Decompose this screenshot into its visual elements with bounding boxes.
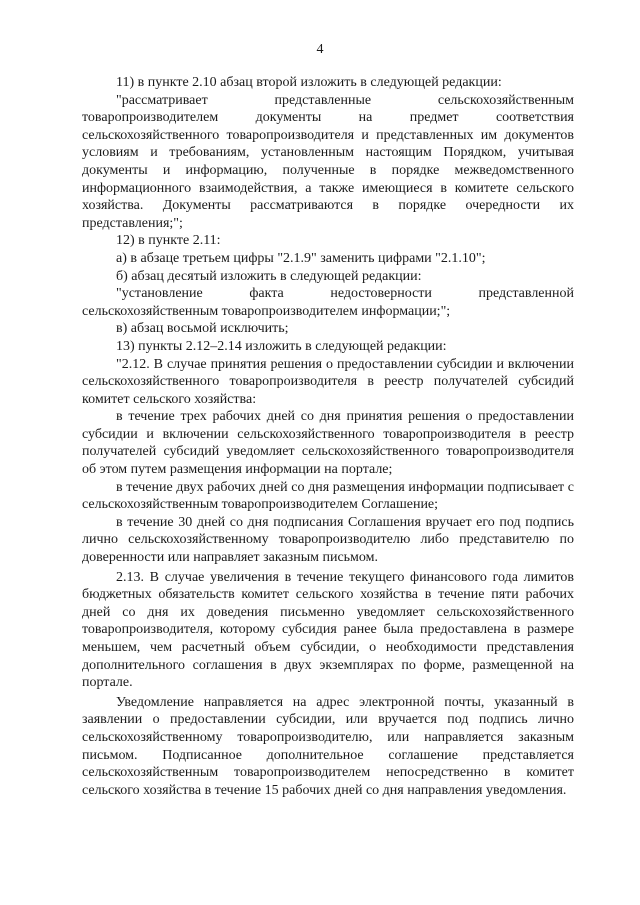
paragraph-clause-2-12-c: в течение 30 дней со дня подписания Соглашения вручает его под подпись лично сельскохозяйственному товаропроизводителю либо представителю по доверенности или направляет заказным письмом. <box>82 514 574 566</box>
paragraph-quote-2-10: "рассматривает представленные сельскохозяйственным товаропроизводителем документы на предмет соответствия сельскохозяйственного товаропроизводителя и представленных им документов условиям и требованиям, установленным настоящим Порядком, учитывая документы и информацию, полученные в порядке межведомственного информационного взаимодействия, а также имеющиеся в комитете сельского хозяйства. Документы рассматриваются в порядке очередности их представления;"; <box>82 92 574 231</box>
page-number: 4 <box>316 42 324 57</box>
paragraph-clause-2-12-b: в течение двух рабочих дней со дня размещения информации подписывает с сельскохозяйственным товаропроизводителем Соглашение; <box>82 479 574 513</box>
paragraph-item-12a: а) в абзаце третьем цифры "2.1.9" заменить цифрами "2.1.10"; <box>116 250 486 266</box>
paragraph-notification: Уведомление направляется на адрес электронной почты, указанный в заявлении о предоставлении субсидии, или вручается под подпись лично сельскохозяйственному товаропроизводителю, или направляется заказным письмом. Подписанное дополнительное соглашение представляется сельскохозяйственным товаропроизводителем непосредственно в комитет сельского хозяйства в течение 15 рабочих дней со дня направления уведомления. <box>82 694 574 798</box>
paragraph-clause-2-12: "2.12. В случае принятия решения о предоставлении субсидии и включении сельскохозяйственного товаропроизводителя в реестр получателей субсидий комитет сельского хозяйства: <box>82 356 574 407</box>
paragraph-clause-2-12-a: в течение трех рабочих дней со дня принятия решения о предоставлении субсидии и включении сельскохозяйственного товаропроизводителя в реестр получателей субсидий уведомляет сельскохозяйственного товаропроизводителя об этом путем размещения информации на портале; <box>82 409 574 478</box>
paragraph-item-12: 12) в пункте 2.11: <box>116 233 221 249</box>
paragraph-quote-12b: "установление факта недостоверности представленной сельскохозяйственным товаропроизводителем информации;"; <box>82 286 574 319</box>
paragraph-item-11: 11) в пункте 2.10 абзац второй изложить в следующей редакции: <box>116 75 502 90</box>
paragraph-item-12b: б) абзац десятый изложить в следующей редакции: <box>116 268 422 284</box>
paragraph-clause-2-13: 2.13. В случае увеличения в течение текущего финансового года лимитов бюджетных обязательств комитет сельского хозяйства в течение пяти рабочих дней со дня их доведения письменно уведомляет сельскохозяйственного товаропроизводителя, которому субсидия ранее была предоставлена в размере меньшем, чем расчетный объем субсидии, о необходимости представления дополнительного соглашения в двух экземплярах по форме, размещенной на портале. <box>82 569 574 691</box>
paragraph-item-13: 13) пункты 2.12–2.14 изложить в следующей редакции: <box>116 338 447 354</box>
paragraph-item-12v: в) абзац восьмой исключить; <box>116 321 289 337</box>
document-body <box>82 74 574 799</box>
